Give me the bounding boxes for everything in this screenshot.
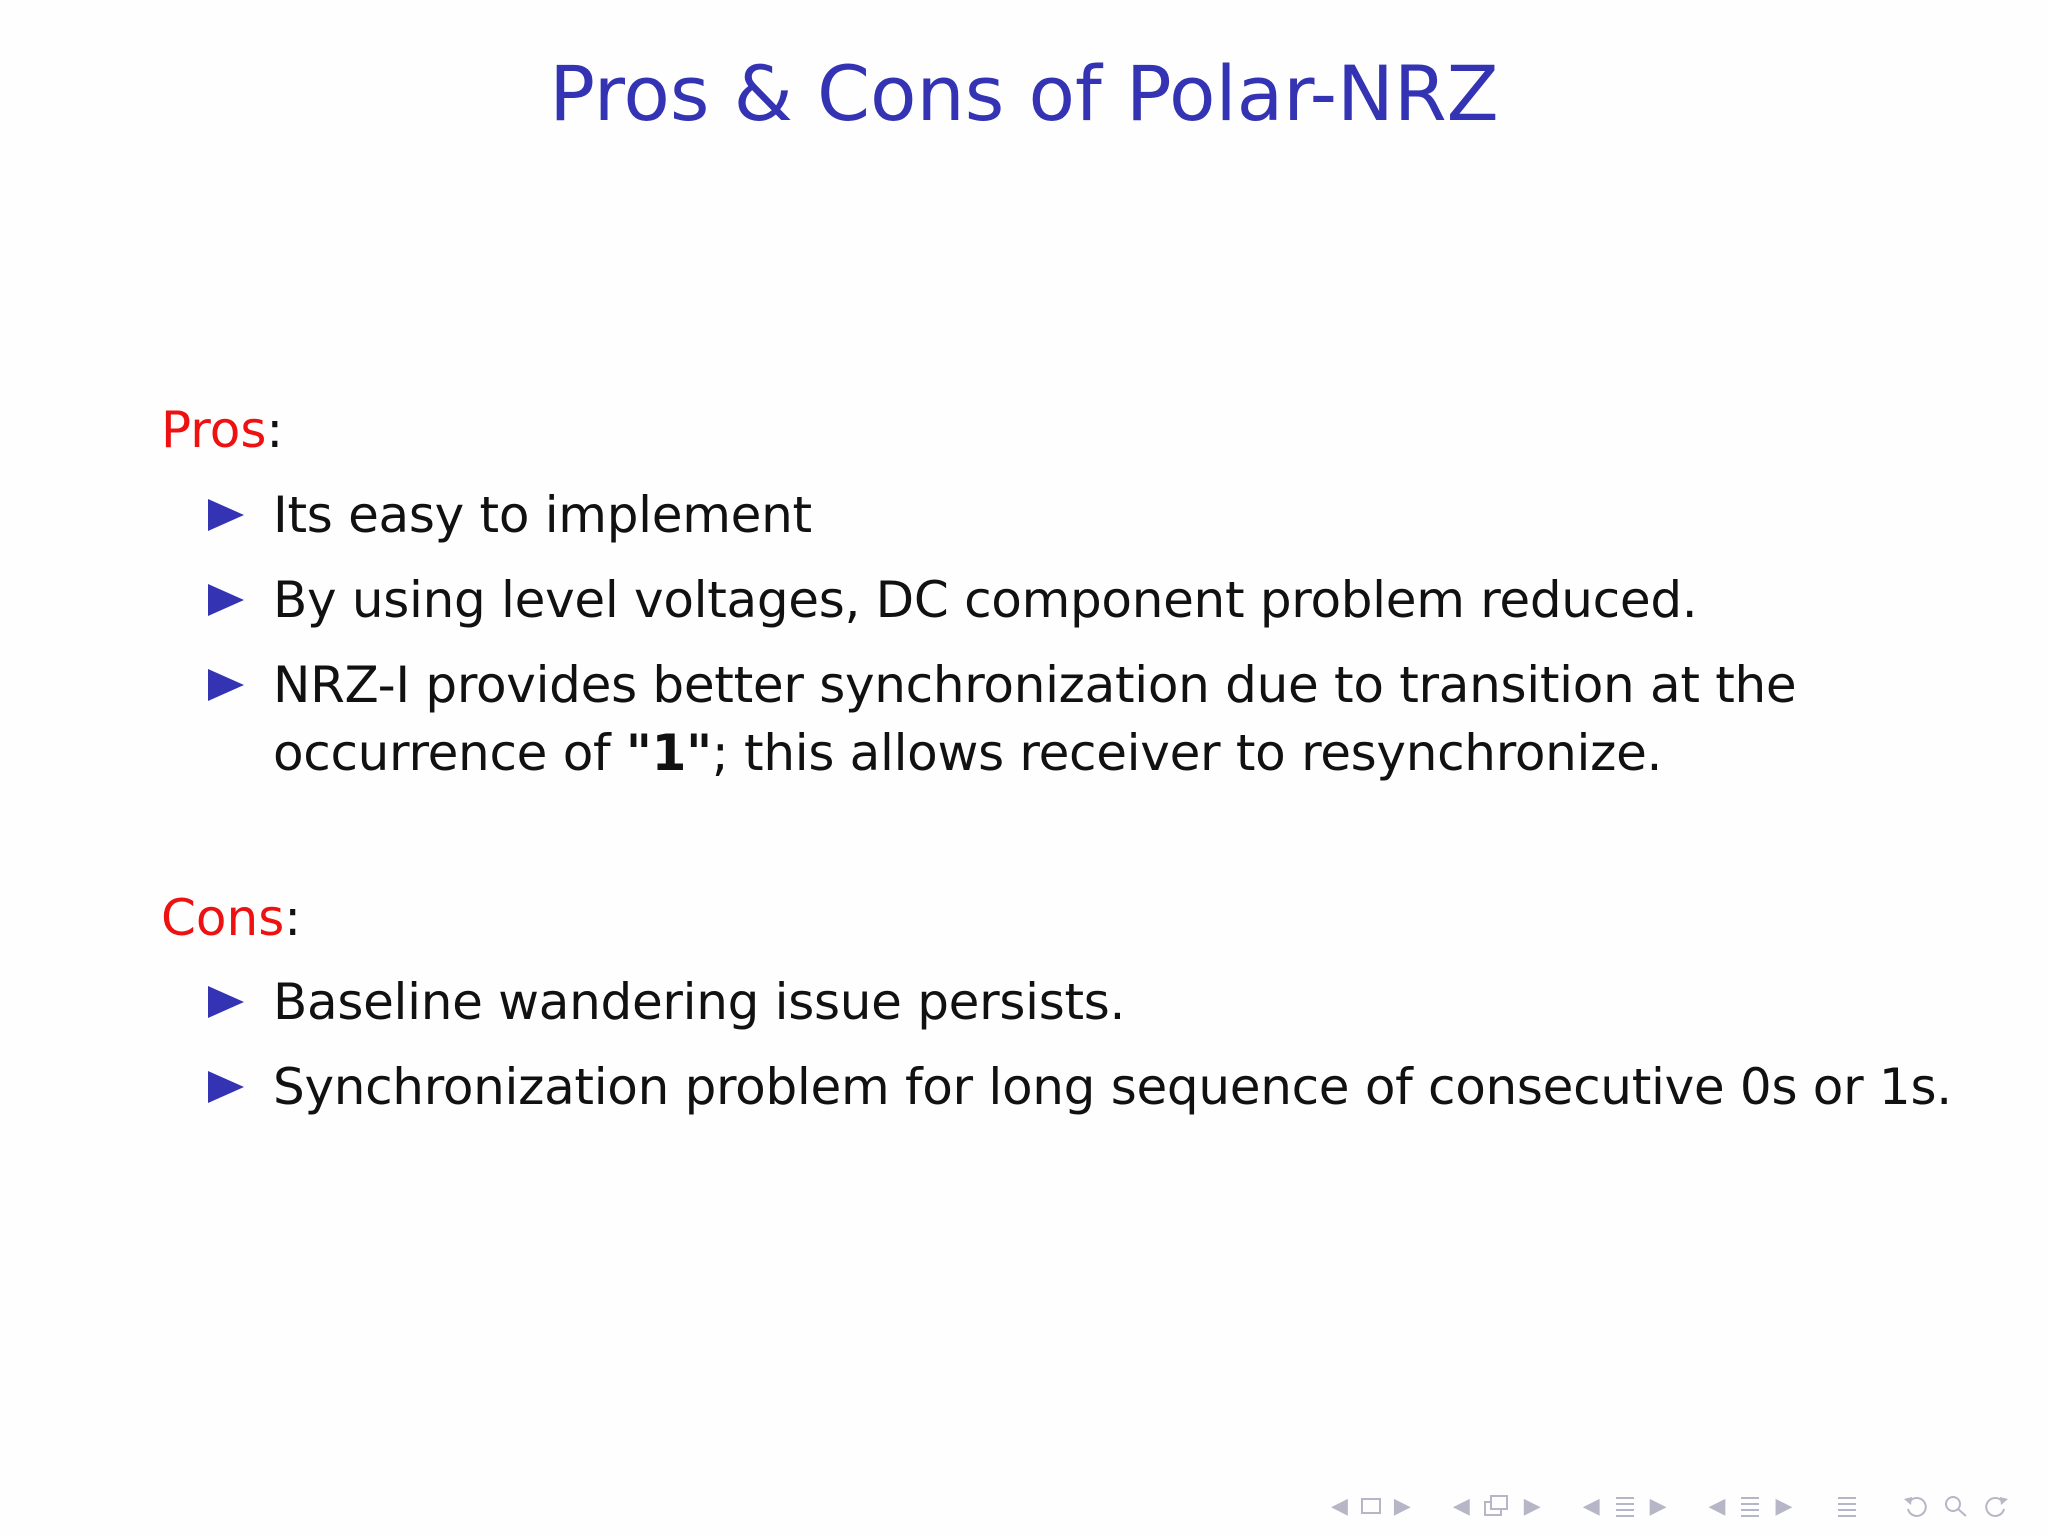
pros-item-2: By using level voltages, DC component problem reduced.: [273, 571, 1698, 629]
nav-document-group: [1828, 1493, 1866, 1519]
nav-back-icon[interactable]: [1902, 1493, 1930, 1519]
nav-prev-subsection-icon[interactable]: ◀: [1452, 1493, 1470, 1519]
nav-next-frame-icon[interactable]: ▶: [1393, 1493, 1411, 1519]
nav-document-icon[interactable]: [1834, 1493, 1860, 1519]
nav-next-subsection-icon[interactable]: ▶: [1523, 1493, 1541, 1519]
nav-prev-part-icon[interactable]: ◀: [1708, 1493, 1726, 1519]
nav-subsection-icon[interactable]: [1482, 1493, 1512, 1519]
nav-search-icon[interactable]: [1942, 1493, 1970, 1519]
nav-frame-icon[interactable]: [1360, 1496, 1382, 1516]
pros-item-3-text-a: occurrence of: [273, 724, 626, 782]
cons-item-2: Synchronization problem for long sequence of consecutive 0s or 1s.: [273, 1058, 1952, 1116]
nav-forward-icon[interactable]: [1982, 1493, 2010, 1519]
bullet-triangle-icon: [206, 498, 246, 532]
beamer-navigation-bar: [1325, 1490, 2046, 1522]
nav-part-group: [1703, 1493, 1799, 1519]
cons-heading: [161, 886, 301, 950]
slide-title: Pros & Cons of Polar-NRZ: [549, 49, 1499, 138]
cons-item-1: Baseline wandering issue persists.: [273, 973, 1126, 1031]
pros-heading-label: Pros: [161, 401, 267, 459]
nav-part-icon[interactable]: [1737, 1493, 1763, 1519]
pros-item-3-text-b: ; this allows receiver to resynchronize.: [711, 724, 1663, 782]
bullet-triangle-icon: [206, 668, 246, 702]
bullet-triangle-icon: [206, 583, 246, 617]
cons-heading-colon: :: [284, 889, 302, 947]
pros-item-3-line-1: NRZ-I provides better synchronization due to transition at the: [273, 656, 1797, 714]
bullet-triangle-icon: [206, 985, 246, 1019]
bullet-triangle-icon: [206, 1070, 246, 1104]
nav-section-icon[interactable]: [1612, 1493, 1638, 1519]
pros-heading: [161, 398, 283, 462]
nav-prev-frame-icon[interactable]: ◀: [1331, 1493, 1348, 1519]
nav-next-part-icon[interactable]: ▶: [1775, 1493, 1793, 1519]
nav-next-section-icon[interactable]: ▶: [1649, 1493, 1667, 1519]
nav-prev-section-icon[interactable]: ◀: [1582, 1493, 1600, 1519]
pros-item-1: Its easy to implement: [273, 486, 812, 544]
cons-heading-label: Cons: [161, 889, 285, 947]
pros-item-3-line-2: [273, 719, 1662, 787]
nav-subsection-group: [1447, 1493, 1547, 1519]
pros-item-3-strong: "1": [625, 724, 712, 782]
pros-heading-colon: :: [266, 401, 284, 459]
nav-history-group: [1896, 1493, 2016, 1519]
nav-section-group: [1577, 1493, 1673, 1519]
nav-frame-group: [1325, 1494, 1417, 1519]
